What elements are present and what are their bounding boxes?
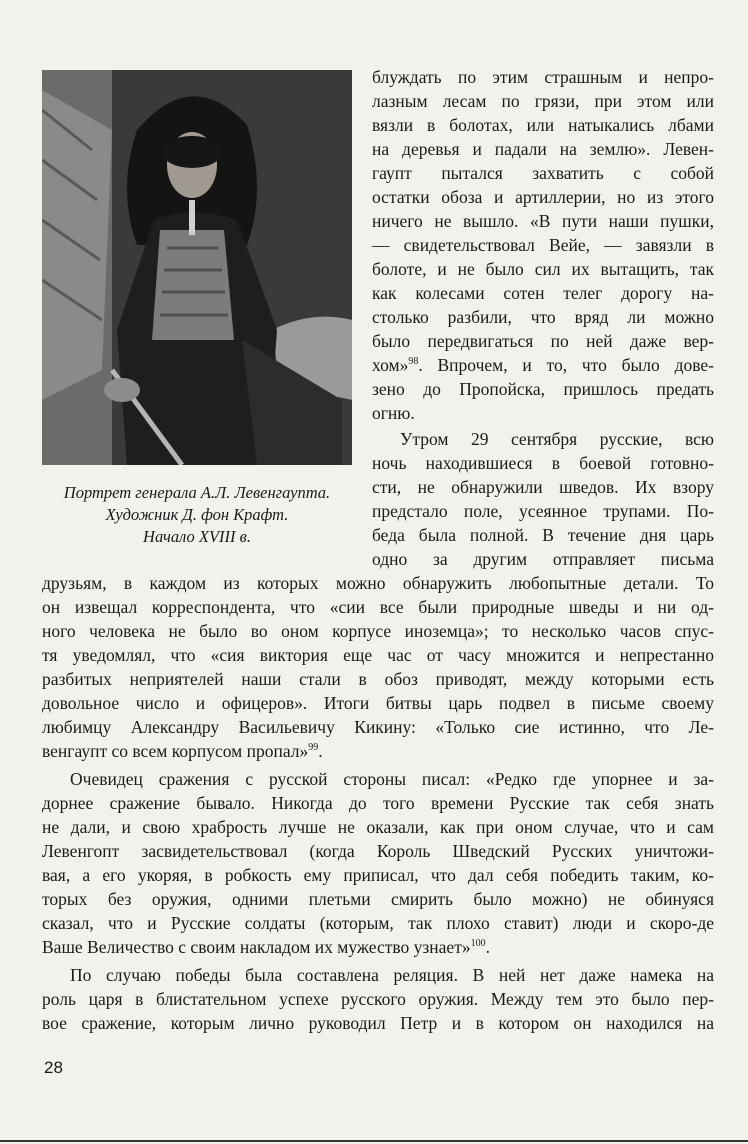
text-line: ничего не вышло. «В пути наши пушки, [372, 211, 714, 231]
text-line: друзьям, в каждом из которых можно обнаружить любопытные детали. То [42, 573, 714, 593]
footnote-ref: 100 [470, 938, 486, 950]
text-line: сказал, что и Русские солдаты (которым, так плохо ставит) люди и скоро-де [42, 913, 714, 933]
text-line: предстало поле, усеянное трупами. По- [372, 501, 714, 521]
text-line: любимцу Александру Васильевичу Кикину: «Только сие истинно, что Ле- [42, 717, 714, 737]
portrait-caption [32, 482, 362, 548]
text-line: ного человека не было во оном корпусе иноземца»; то несколько часов спус- [42, 621, 714, 641]
caption-line: Художник Д. фон Крафт. [105, 505, 289, 524]
text-line: болоте, и не было сил их вытащить, так [372, 259, 714, 279]
paragraph-first-line: По случаю победы была составлена реляция. В ней нет даже намека на [70, 965, 714, 985]
portrait-image [42, 70, 352, 465]
paragraph-first-line: Утром 29 сентября русские, всю [400, 429, 714, 449]
text-line: торых без оружия, одними плетьми смирить было можно) не обинуяся [42, 889, 714, 909]
text-line: беда была полной. В течение дня царь [372, 525, 714, 545]
text-line: роль царя в блистательном успехе русского оружия. Между тем это было пер- [42, 989, 714, 1009]
text-line: остатки обоза и артиллерии, но из этого [372, 187, 714, 207]
text-line: разбитых неприятелей наши стали в обоз приводят, между которыми есть [42, 669, 714, 689]
text-line: не дали, и свою храбрость лучше не оказали, как при оном случае, что и сам [42, 817, 714, 837]
text-line: — свидетельствовал Вейе, — завязли в [372, 235, 714, 255]
caption-line: Портрет генерала А.Л. Левенгаупта. [63, 483, 331, 502]
text-line: было передвигаться по ней даже вер- [372, 331, 714, 351]
text-line: одно за другим отправляет письма [372, 549, 714, 569]
text-fragment: . Впрочем, и то, что было дове- [418, 355, 714, 375]
text-line: ночь находившиеся в боевой готовно- [372, 453, 714, 473]
text-line [372, 354, 714, 376]
text-line: дорнее сражение бывало. Никогда до того времени Русские так себя знать [42, 793, 714, 813]
text-line: огню. [372, 403, 415, 423]
text-line: сти, не обнаружили шведов. Их взору [372, 477, 714, 497]
text-line: гаупт пытался захватить с собой [372, 163, 714, 183]
text-line: вое сражение, которым лично руководил Петр и в котором он находился на [42, 1013, 714, 1033]
text-fragment: хом» [372, 355, 409, 375]
text-line: венгаупт со всем корпусом пропал»$^{99}$. [42, 741, 323, 761]
footnote-ref: 99 [308, 742, 319, 754]
text-line: столько разбили, что вряд ли можно [372, 307, 714, 327]
footnote-ref: 98 [408, 356, 419, 368]
text-line: лазным лесам по грязи, при этом или [372, 91, 714, 111]
text-line: вая, а его укоряя, в робкость ему приписал, что дал себя победить таким, ко- [42, 865, 714, 885]
bottom-rule [0, 1140, 748, 1142]
text-line: Ваше Величество с своим накладом их мужество узнает»$^{100}$. [42, 937, 490, 957]
text-line: на деревья и падали на землю». Левен- [372, 139, 714, 159]
text-fragment: венгаупт со всем корпусом пропал» [42, 741, 309, 761]
paragraph-first-line: Очевидец сражения с русской стороны писал: «Редко где упорнее и за- [70, 769, 714, 789]
text-line: Левенгопт засвидетельствовал (когда Король Шведский Русских уничтожи- [42, 841, 714, 861]
page-number: 28 [44, 1058, 63, 1077]
text-line: блуждать по этим страшным и непро- [372, 67, 714, 87]
text-line: довольное число и офицеров». Итоги битвы царь подвел в письме своему [42, 693, 714, 713]
text-line: он извещал корреспондента, что «сии все были природные шведы и ни од- [42, 597, 714, 617]
text-fragment: Ваше Величество с своим накладом их мужество узнает» [42, 937, 471, 957]
portrait-illustration [42, 70, 352, 465]
caption-line: Начало XVIII в. [143, 527, 251, 546]
text-line: как колесами сотен телег дорогу на- [372, 283, 714, 303]
text-line: зено до Пропойска, пришлось предать [372, 379, 714, 399]
text-line: тя уведомлял, что «сия виктория еще час от часу множится и непрестанно [42, 645, 714, 665]
text-line: вязли в болотах, или натыкались лбами [372, 115, 714, 135]
